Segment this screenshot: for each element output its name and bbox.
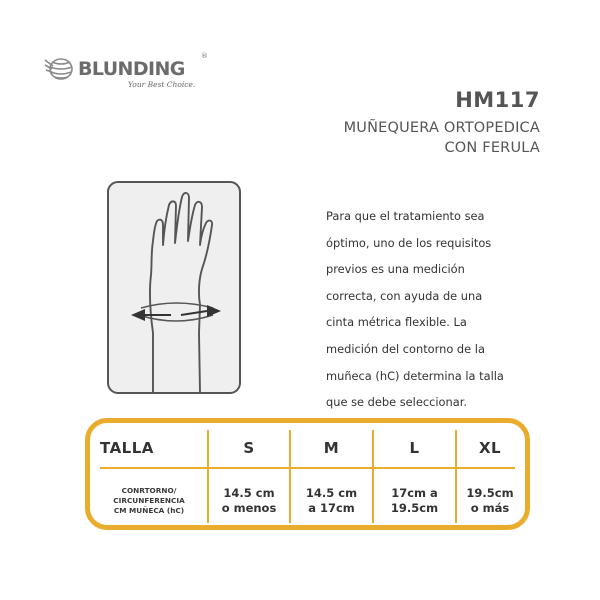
cell-line: 17cm a [391, 486, 438, 500]
table-header-size-s: S [243, 439, 255, 457]
row-label-line: CIRCUNFERENCIA [113, 496, 185, 505]
table-cell-size-s [208, 486, 290, 516]
table-row-label [96, 486, 202, 516]
brand-name: BLUNDING [78, 58, 185, 80]
table-header-size-m: M [323, 439, 340, 457]
hand-outline-graphic [109, 183, 239, 392]
cell-line: 19.5cm [466, 486, 514, 500]
description-line: Para que el tratamiento sea [326, 209, 485, 223]
description-line: correcta, con ayuda de una [326, 288, 483, 303]
description-line: que se debe seleccionar. [326, 395, 467, 410]
brand-logo [44, 54, 214, 94]
table-cell-size-xl [456, 486, 524, 516]
product-name-line-2: CON FERULA [444, 140, 540, 156]
size-table [85, 418, 530, 530]
cell-line: 19.5cm [390, 501, 439, 515]
table-header-talla: TALLA [100, 439, 154, 457]
row-label-line: CONRTORNO/ [121, 486, 177, 495]
table-header-size-xl: XL [478, 439, 502, 457]
cell-line: 14.5 cm [223, 486, 275, 500]
product-model: HM117 [455, 88, 540, 112]
description-line: óptimo, uno de los requisitos [326, 235, 492, 250]
row-label-line: CM MUÑECA (hC) [113, 506, 185, 515]
product-name-line-1: MUÑEQUERA ORTOPEDICA [343, 120, 540, 136]
description-line: previos es una medición [326, 262, 465, 277]
description-line: cinta métrica flexible. La [326, 315, 467, 330]
description-line: muñeca (hC) determina la talla [326, 368, 504, 383]
registered-mark: ® [201, 52, 208, 60]
table-cell-size-l [373, 486, 456, 516]
table-cell-size-m [290, 486, 373, 516]
table-header-size-l: L [409, 439, 420, 457]
hand-measure-illustration [107, 181, 241, 394]
cell-line: 14.5 cm [305, 486, 358, 500]
cell-line: a 17cm [308, 501, 355, 515]
description-line: medición del contorno de la [326, 341, 485, 356]
cell-line: o menos [221, 501, 277, 515]
cell-line: o más [470, 501, 510, 515]
brand-tagline: Your Best Choice. [128, 80, 196, 89]
yarn-ball-icon [44, 56, 74, 82]
description-paragraph [326, 203, 526, 416]
